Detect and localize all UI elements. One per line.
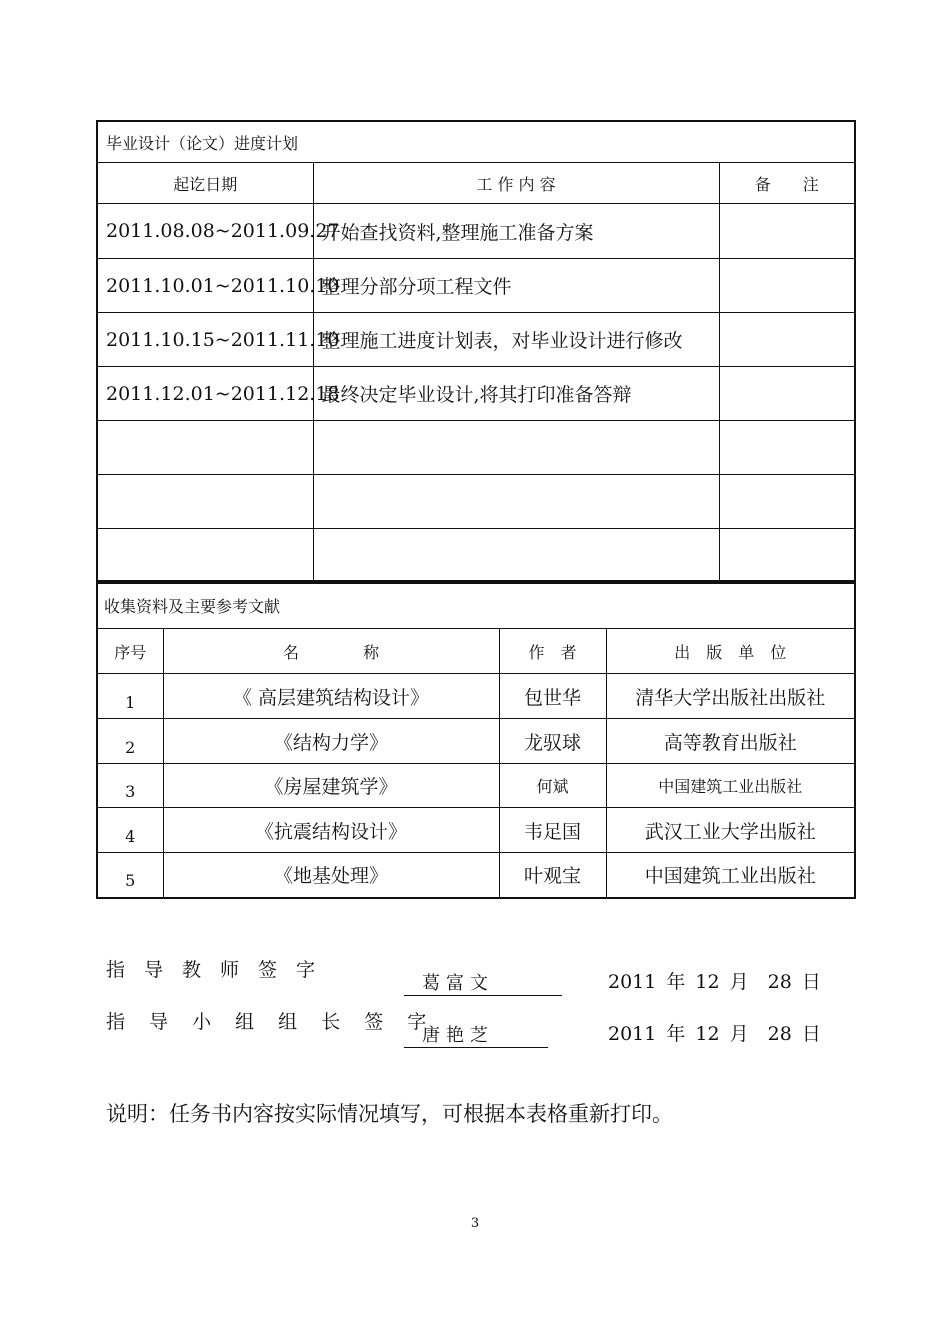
plan-content: 整理分部分项工程文件	[313, 259, 719, 313]
ref-no: 5	[97, 853, 163, 898]
plan-header-row	[97, 163, 855, 204]
plan-content: 开始查找资料,整理施工准备方案	[313, 204, 719, 259]
signature-date: 2011 年 12 月 28 日	[608, 1023, 821, 1045]
ref-author: 龙驭球	[499, 719, 606, 764]
ref-no: 3	[97, 764, 163, 808]
table-row	[97, 259, 855, 313]
ref-publisher: 中国建筑工业出版社	[606, 853, 855, 898]
empty-row	[97, 529, 855, 583]
ref-name: 《 高层建筑结构设计》	[163, 674, 499, 719]
page-number: 3	[470, 1216, 480, 1231]
header-note: 备 注	[719, 163, 855, 204]
empty-row	[97, 421, 855, 475]
ref-name: 《地基处理》	[163, 853, 499, 898]
ref-author: 韦足国	[499, 808, 606, 853]
plan-note	[719, 367, 855, 421]
ref-no: 4	[97, 808, 163, 853]
plan-section-title: 毕业设计（论文）进度计划	[97, 121, 855, 163]
plan-date: 2011.12.01~2011.12.18	[97, 367, 313, 421]
refs-header-row	[97, 629, 855, 674]
header-author: 作 者	[499, 629, 606, 674]
ref-publisher: 清华大学出版社出版社	[606, 674, 855, 719]
plan-date: 2011.10.15~2011.11.10	[97, 313, 313, 367]
table-row	[97, 367, 855, 421]
header-content: 工 作 内 容	[313, 163, 719, 204]
header-date: 起讫日期	[97, 163, 313, 204]
progress-plan-table	[96, 120, 856, 584]
header-publisher: 出 版 单 位	[606, 629, 855, 674]
table-row	[97, 719, 855, 764]
empty-row	[97, 475, 855, 529]
ref-publisher: 高等教育出版社	[606, 719, 855, 764]
signature-name: 唐艳芝	[404, 1021, 548, 1048]
ref-publisher: 中国建筑工业出版社	[606, 764, 855, 808]
ref-name: 《抗震结构设计》	[163, 808, 499, 853]
ref-publisher: 武汉工业大学出版社	[606, 808, 855, 853]
signature-label: 指 导 教 师 签 字	[106, 959, 316, 981]
signature-name: 葛富文	[404, 969, 562, 996]
table-row	[97, 853, 855, 898]
plan-note	[719, 259, 855, 313]
signature-date: 2011 年 12 月 28 日	[608, 971, 821, 993]
ref-no: 1	[97, 674, 163, 719]
table-row	[97, 808, 855, 853]
header-name: 名 称	[163, 629, 499, 674]
plan-note	[719, 313, 855, 367]
plan-content: 整理施工进度计划表，对毕业设计进行修改	[313, 313, 719, 367]
references-table	[96, 580, 856, 899]
plan-content: 最终决定毕业设计,将其打印准备答辩	[313, 367, 719, 421]
ref-author: 何斌	[499, 764, 606, 808]
plan-date: 2011.08.08~2011.09.27	[97, 204, 313, 259]
table-row	[97, 764, 855, 808]
ref-name: 《结构力学》	[163, 719, 499, 764]
refs-section-title: 收集资料及主要参考文献	[97, 581, 855, 629]
ref-no: 2	[97, 719, 163, 764]
plan-date: 2011.10.01~2011.10.10	[97, 259, 313, 313]
ref-name: 《房屋建筑学》	[163, 764, 499, 808]
signature-label: 指 导 小 组 组 长 签 字	[106, 1011, 436, 1033]
plan-note	[719, 204, 855, 259]
instruction-note: 说明：任务书内容按实际情况填写，可根据本表格重新打印。	[106, 1102, 673, 1126]
table-row	[97, 204, 855, 259]
header-no: 序号	[97, 629, 163, 674]
table-row	[97, 674, 855, 719]
ref-author: 叶观宝	[499, 853, 606, 898]
ref-author: 包世华	[499, 674, 606, 719]
table-row	[97, 313, 855, 367]
